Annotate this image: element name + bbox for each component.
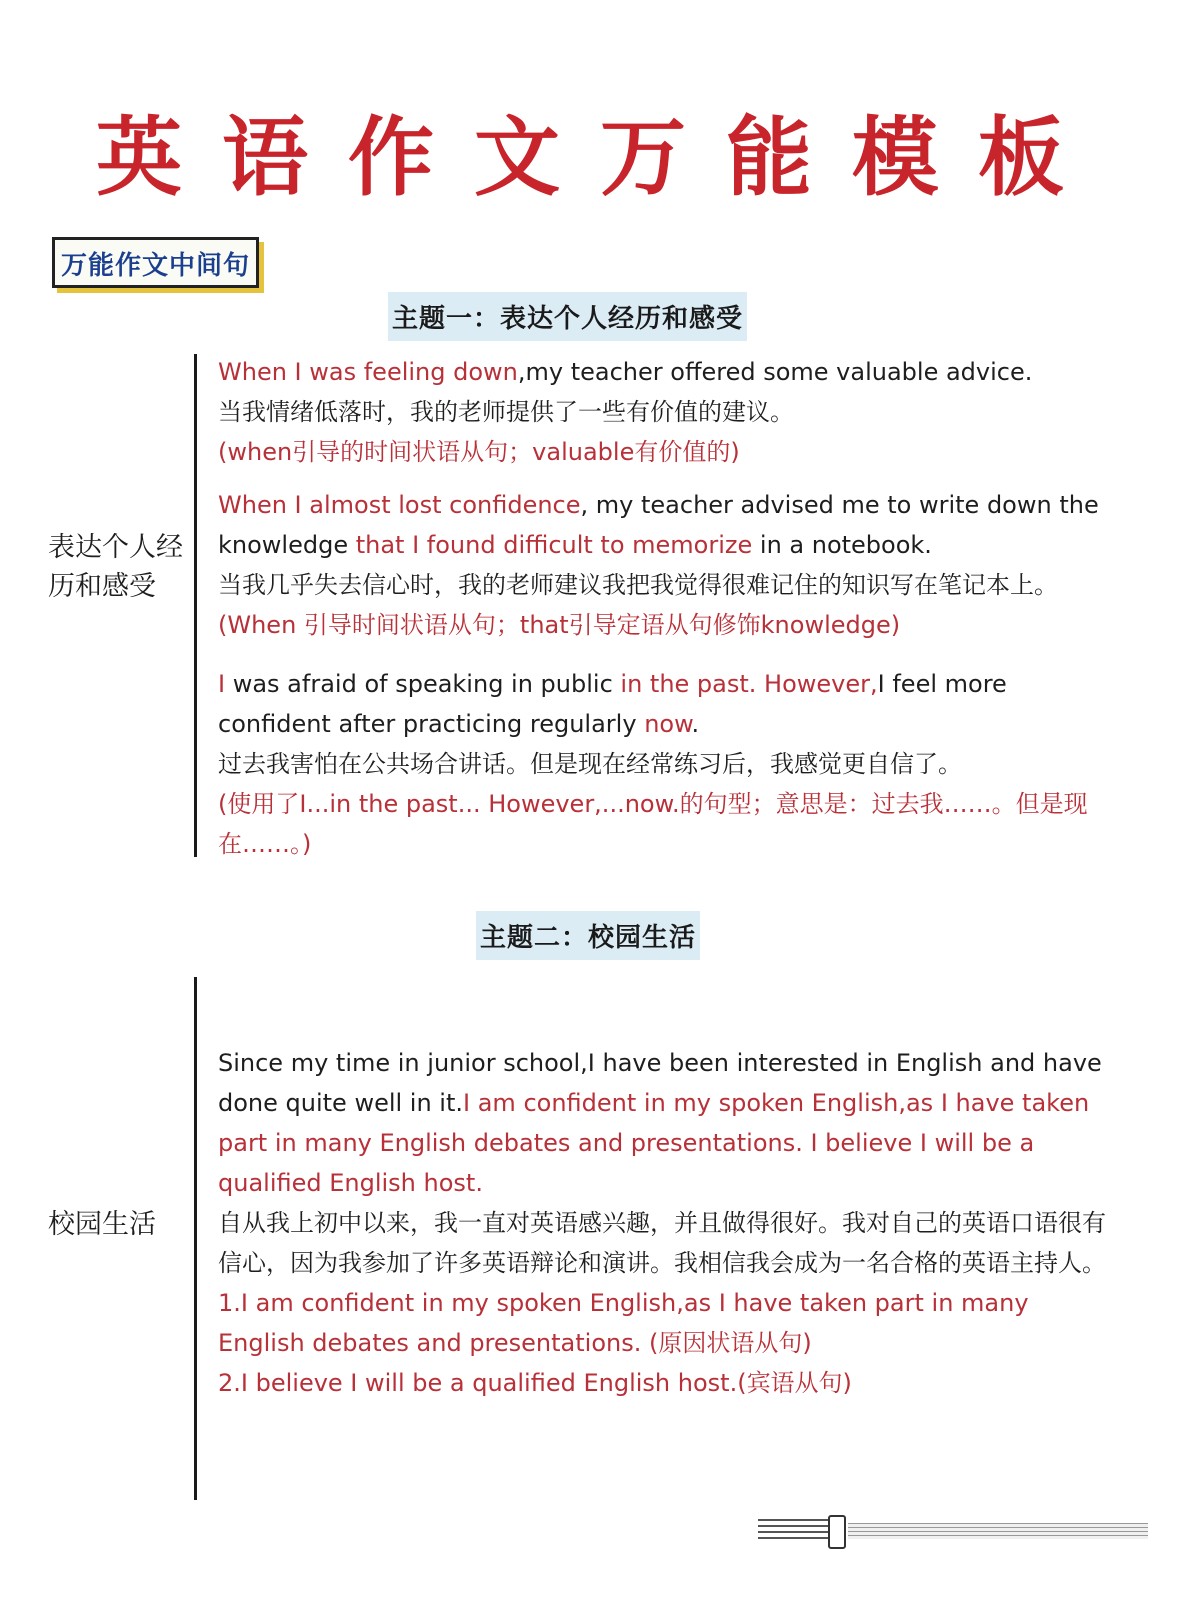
page-title: 英语作文万能模板 [96, 108, 1104, 208]
section-label-box: 万能作文中间句 [52, 237, 259, 288]
example-chinese: 自从我上初中以来，我一直对英语感兴趣，并且做得很好。我对自己的英语口语很有信心，因为我参加了许多英语辩论和演讲。我相信我会成为一名合格的英语主持人。 [218, 1209, 1106, 1277]
example-chinese: 过去我害怕在公共场合讲话。但是现在经常练习后，我感觉更自信了。 [218, 750, 962, 778]
example-english: When I was feeling down,my teacher offered some valuable advice. [218, 358, 1033, 386]
topic-1-example-3 [218, 664, 1118, 864]
topic-1-divider [194, 354, 197, 857]
topic-2-heading: 主题二：校园生活 [476, 911, 700, 960]
topic-1-heading: 主题一：表达个人经历和感受 [388, 292, 747, 341]
example-chinese: 当我情绪低落时，我的老师提供了一些有价值的建议。 [218, 398, 794, 426]
scrollbar-track[interactable] [848, 1523, 1148, 1539]
horizontal-scrollbar[interactable] [758, 1515, 1148, 1547]
topic-1-side-label: 表达个人经历和感受 [48, 532, 183, 602]
topic-2-divider [194, 977, 197, 1500]
topic-1-example-2 [218, 485, 1118, 645]
example-note-1: 1.I am confident in my spoken English,as I have taken part in many English debates and presentations. (原因状语从句) [218, 1289, 1029, 1357]
example-note-2: 2.I believe I will be a qualified English host.(宾语从句) [218, 1369, 852, 1397]
topic-2-side-label: 校园生活 [48, 1209, 156, 1240]
scrollbar-thumb[interactable] [828, 1515, 846, 1549]
topic-1-example-1 [218, 352, 1118, 472]
example-chinese: 当我几乎失去信心时，我的老师建议我把我觉得很难记住的知识写在笔记本上。 [218, 571, 1058, 599]
example-note: (When 引导时间状语从句；that引导定语从句修饰knowledge) [218, 611, 901, 639]
example-english: I was afraid of speaking in public in the past. However,I feel more confident after practicing regularly now. [218, 670, 1007, 738]
topic-2-example-1 [218, 1043, 1118, 1403]
example-note: (使用了I...in the past... However,...now.的句型；意思是：过去我……。但是现在……。) [218, 790, 1088, 858]
example-note: (when引导的时间状语从句；valuable有价值的) [218, 438, 740, 466]
scrollbar-grip-lines [758, 1519, 828, 1543]
example-english: Since my time in junior school,I have been interested in English and have done quite well in it.I am confident in my spoken English,as I have taken part in many English debates and presentations. I believe I will be a qualified English host. [218, 1049, 1102, 1197]
example-english: When I almost lost confidence, my teacher advised me to write down the knowledge that I found difficult to memorize in a notebook. [218, 491, 1099, 559]
